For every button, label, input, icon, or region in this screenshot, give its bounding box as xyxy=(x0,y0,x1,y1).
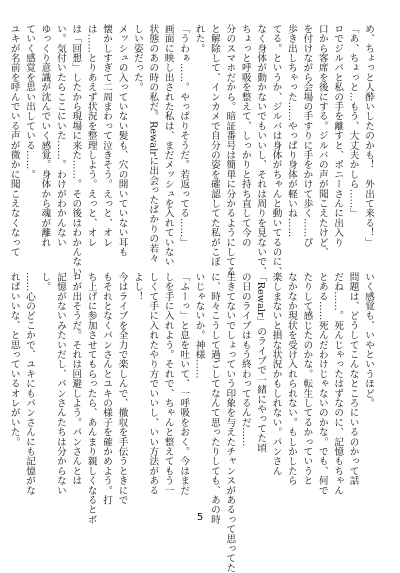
text-line: 「あ、ちょっと…もう、大丈夫かしら……」 xyxy=(347,24,359,218)
text-line: だね……。死んじゃったはずなのに、記憶もちゃん xyxy=(332,272,344,496)
text-line: ロでジルバと私の手を離すと、ポニーさんに出入り xyxy=(332,24,344,248)
text-line: と解除して、インカメで自分の姿を確認してた私がこぼ xyxy=(208,24,220,267)
text-line: たりして感じたのかな。転生してるかっていうと xyxy=(301,272,313,486)
lower-text-block xyxy=(8,272,376,573)
text-line: 分のスマホだから。暗証番号は簡単に分かるようにしてる xyxy=(224,24,236,277)
text-line: 生きてないでしょっていう印象を与えたチャンスがあるって思ってた xyxy=(224,272,236,573)
text-line: の日のライブはもう終わってるんだ…… xyxy=(239,272,251,447)
text-line: 「Rewalr」のライブで一緒にやってた頃 xyxy=(255,272,267,453)
text-line: 記憶がないみたいだし、パンさんたちは分からない xyxy=(54,272,66,496)
text-line: に、時々こうして過ごしてなんて思ったりしても、あの時 xyxy=(208,272,220,525)
text-line: とある……死んだわけじゃないのかな。でも、何で xyxy=(316,272,328,496)
text-line: いじゃないか。神様…… xyxy=(193,272,205,379)
text-line: ていく感覚を思い出している……。 xyxy=(24,24,36,180)
text-line: い。気付いたらここにいた……。わけがわかんない xyxy=(54,24,66,248)
text-line: め、ちょっと人酔いしたのかも！ 外出て来る！」 xyxy=(363,24,374,248)
text-line: しい姿だった。 xyxy=(131,24,143,92)
text-line: 画面に映し出された私は、まだメッシュを入れていない xyxy=(162,24,174,267)
text-line: 状態のあの時の私だ。Rewalrに出会ったばかりの若々 xyxy=(147,24,159,263)
text-line: 懐かしすぎて二周まわって泣きそう。えっと、オレ xyxy=(101,24,113,248)
text-line: ち上げに参加させてもらったら、あんまり親しくなるとボ xyxy=(85,272,97,525)
text-line: なく身体が動かないでもいいし、それは周りを見ないで、 xyxy=(255,24,267,277)
text-line: 「うわぁ……。やっぱりそうだ。若返ってる……」 xyxy=(178,24,190,248)
text-line: を付けながら会場の手すりに手をかけて歩く……ぴ xyxy=(301,24,313,248)
text-line: 歩き出しちゃった……やっぱり身体が軽いね…… xyxy=(285,24,297,238)
text-line: 問題は、どうしてこんなところにいるのかって話 xyxy=(347,272,359,486)
text-line: しくて手に入れたやり方でいいし、いい方法がある xyxy=(147,272,159,496)
upper-text-block xyxy=(8,24,376,277)
text-line: ゆっくり意識が沈んでいく感覚。身体から魂が離れ xyxy=(39,24,51,248)
text-line: てる。というか、ジルバは身体がちゃんと動いてるのに、 xyxy=(270,24,282,277)
text-line: なかなか現状を受け入れられない。もしかしたら xyxy=(285,272,297,486)
text-line: し。 xyxy=(39,272,51,292)
text-line: ちょっと呼吸を整えて、しっかりと持ち直して今の xyxy=(239,24,251,248)
text-line: ユキが名前を呼んでいる声が微かに聞こえなくなって xyxy=(8,24,20,257)
text-line: もそれとなくパンさんとユキの様子を確かめよう。打 xyxy=(101,272,113,505)
text-line: れた。 xyxy=(193,24,205,54)
text-line: しを手に入れよう。それで、ちゃんと整えてもう一 xyxy=(162,272,174,496)
text-line: ればいいな、と思っているオレがいた。 xyxy=(8,272,20,447)
text-line: は「回想」したから現場に来た……。その後はわかんない xyxy=(70,24,82,277)
page-number: 5 xyxy=(196,512,204,523)
text-line: 楽しまないと損な状況かもしれない。パンさん xyxy=(270,272,282,476)
text-line: 「ふーっ」と息を吐いて、一呼吸をおく。今はまだ xyxy=(178,272,190,496)
text-line: メッシュの入っていない髪も、穴の開いていない耳も xyxy=(116,24,128,257)
text-line: 口から客席を後にする。ジルバの声が聞こえたけど、 xyxy=(316,24,328,257)
text-line: は……とりあえず状況を整理しよう。えっと、オレ xyxy=(85,24,97,248)
text-line: よし！ xyxy=(131,272,143,302)
text-line: 今はライブを全力で楽しんで、撤収を手伝うときにで xyxy=(116,272,128,505)
text-line: ……心のどこかで、ユキにもパンさんにも記憶がな xyxy=(24,272,36,496)
text-line: ロが出そうだ。それは回避しよう。パンさんとは xyxy=(70,272,82,486)
text-line: いく感覚も、いやというほど。 xyxy=(363,272,374,408)
